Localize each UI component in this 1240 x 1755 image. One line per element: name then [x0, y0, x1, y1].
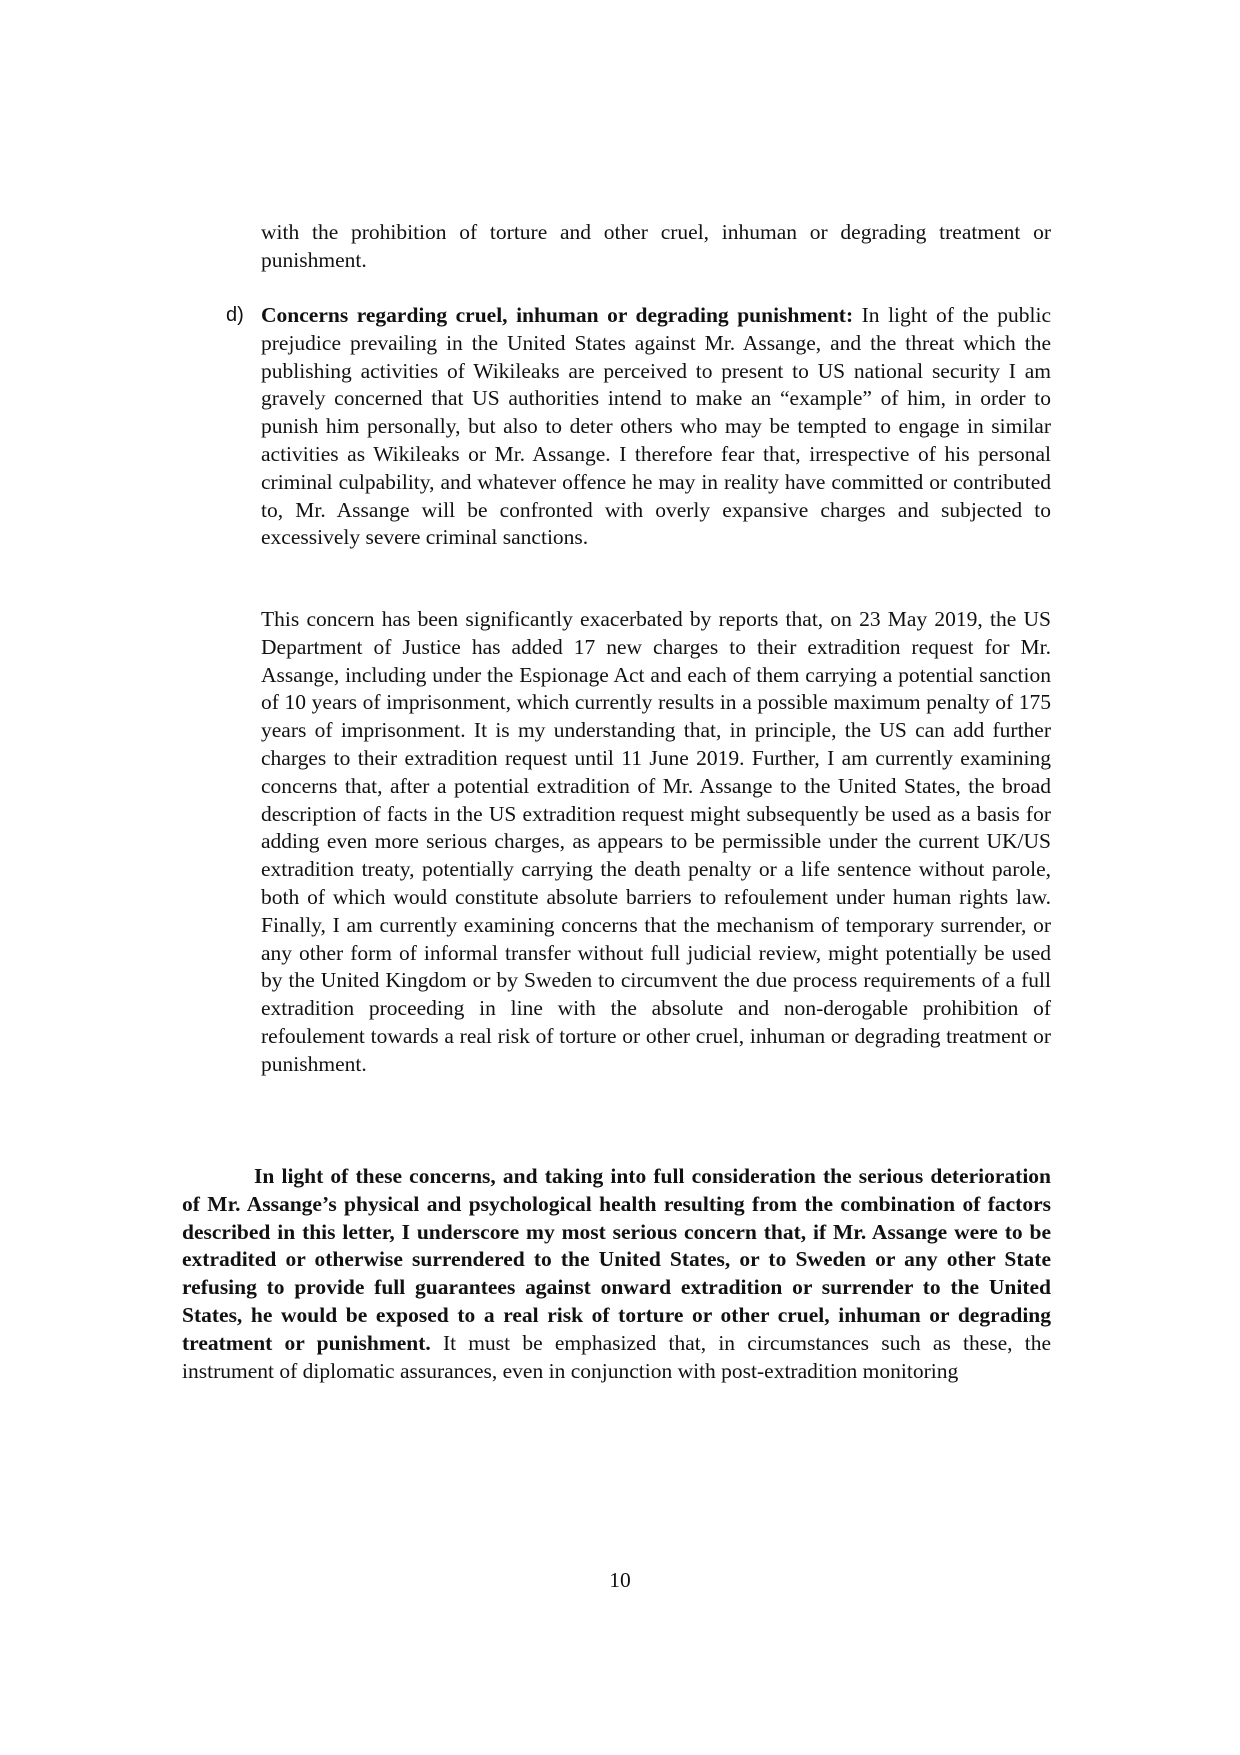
conclusion-paragraph — [182, 1163, 1051, 1385]
list-item-d-body: In light of the public prejudice prevailing in the United States against Mr. Assange, and the threat which the publishing activities of Wikileaks are perceived to present to US national security I am gravely concerned that US authorities intend to make an “example” of him, in order to punish him personally, but also to deter others who may be tempted to engage in similar activities as Wikileaks or Mr. Assange. I therefore fear that, irrespective of his personal criminal culpability, and whatever offence he may in reality have committed or contributed to, Mr. Assange will be confronted with overly expansive charges and subjected to excessively severe criminal sanctions. — [261, 303, 1051, 550]
list-item-d-heading: Concerns regarding cruel, inhuman or degrading punishment: — [261, 303, 854, 327]
list-item-marker-d: d) — [226, 304, 244, 326]
list-item-d-paragraph — [261, 302, 1051, 552]
conclusion-bold-text: In light of these concerns, and taking into full consideration the serious deterioration of Mr. Assange’s physical and psychological health resulting from the combination of factors described in this letter, I underscore my most serious concern that, if Mr. Assange were to be extradited or otherwise surrendered to the United States, or to Sweden or any other State refusing to provide full guarantees against onward extradition or surrender to the United States, he would be exposed to a real risk of torture or other cruel, inhuman or degrading treatment or punishment. — [182, 1164, 1051, 1355]
conclusion-regular-text: It must be emphasized that, in circumstances such as these, the instrument of diplomatic assurances, even in conjunction with post-extradition monitoring — [182, 1330, 1051, 1383]
page-number: 10 — [609, 1568, 631, 1592]
continuation-paragraph: with the prohibition of torture and other cruel, inhuman or degrading treatment or punishment. — [261, 220, 1051, 272]
list-item-d-second-paragraph: This concern has been significantly exacerbated by reports that, on 23 May 2019, the US Department of Justice has added 17 new charges to their extradition request for Mr. Assange, including under the Espionage Act and each of them carrying a potential sanction of 10 years of imprisonment, which currently results in a possible maximum penalty of 175 years of imprisonment. It is my understanding that, in principle, the US can add further charges to their extradition request until 11 June 2019. Further, I am currently examining concerns that, after a potential extradition of Mr. Assange to the United States, the broad description of facts in the US extradition request might subsequently be used as a basis for adding even more serious charges, as appears to be permissible under the current UK/US extradition treaty, potentially carrying the death penalty or a life sentence without parole, both of which would constitute absolute barriers to refoulement under human rights law. Finally, I am currently examining concerns that the mechanism of temporary surrender, or any other form of informal transfer without full judicial review, might potentially be used by the United Kingdom or by Sweden to circumvent the due process requirements of a full extradition proceeding in line with the absolute and non-derogable prohibition of refoulement towards a real risk of torture or other cruel, inhuman or degrading treatment or punishment. — [261, 607, 1051, 1076]
